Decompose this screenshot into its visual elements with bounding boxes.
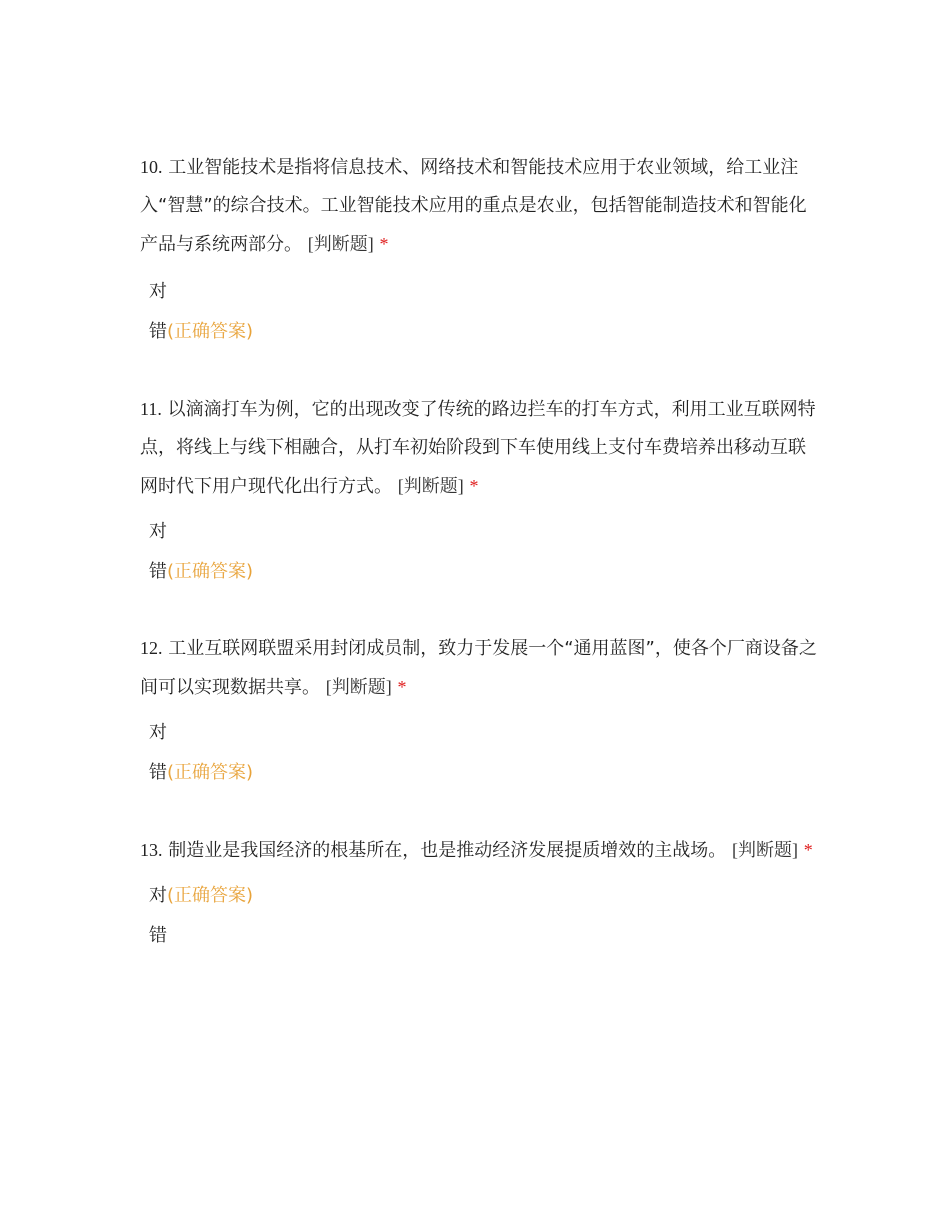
question-text [140,148,820,264]
required-mark: * [469,476,479,496]
option-label: 错 [149,925,167,946]
question-11 [140,390,820,592]
question-number: 13. [140,840,163,860]
question-stem: 工业智能技术是指将信息技术、网络技术和智能技术应用于农业领域，给工业注入“智慧”的综合技术。工业智能技术应用的重点是农业，包括智能制造技术和智能化产品与系统两部分。 [140,157,807,255]
option-list [140,713,820,793]
required-mark: * [803,840,813,860]
option-true[interactable] [140,876,820,916]
option-label: 错 [149,762,167,783]
correct-answer-label: (正确答案) [167,885,254,906]
option-true[interactable] [140,512,820,552]
question-text [140,390,820,506]
question-number: 12. [140,638,163,658]
option-list [140,512,820,592]
required-mark: * [379,234,389,254]
question-type-label: [判断题] [731,840,798,860]
option-true[interactable] [140,713,820,753]
option-false[interactable] [140,312,820,352]
option-label: 对 [149,521,167,542]
question-stem: 工业互联网联盟采用封闭成员制，致力于发展一个“通用蓝图”，使各个厂商设备之间可以实现数据共享。 [140,638,817,698]
correct-answer-label: (正确答案) [167,321,254,342]
required-mark: * [397,677,407,697]
question-13 [140,831,820,956]
question-10 [140,148,820,352]
question-type-label: [判断题] [307,234,374,254]
correct-answer-label: (正确答案) [167,762,254,783]
question-12 [140,629,820,793]
option-false[interactable] [140,552,820,592]
question-list [140,148,820,956]
option-label: 对 [149,722,167,743]
option-label: 对 [149,281,167,302]
option-label: 错 [149,561,167,582]
option-false[interactable] [140,753,820,793]
question-stem: 以滴滴打车为例，它的出现改变了传统的路边拦车的打车方式，利用工业互联网特点，将线上与线下相融合，从打车初始阶段到下车使用线上支付车费培养出移动互联网时代下用户现代化出行方式。 [140,399,816,497]
question-type-label: [判断题] [397,476,464,496]
correct-answer-label: (正确答案) [167,561,254,582]
question-type-label: [判断题] [325,677,392,697]
option-true[interactable] [140,272,820,312]
option-label: 对 [149,885,167,906]
question-text [140,831,820,870]
option-list [140,272,820,352]
option-false[interactable] [140,916,820,956]
question-number: 10. [140,157,163,177]
question-number: 11. [140,399,162,419]
option-list [140,876,820,956]
question-stem: 制造业是我国经济的根基所在，也是推动经济发展提质增效的主战场。 [168,840,727,861]
option-label: 错 [149,321,167,342]
question-text [140,629,820,707]
